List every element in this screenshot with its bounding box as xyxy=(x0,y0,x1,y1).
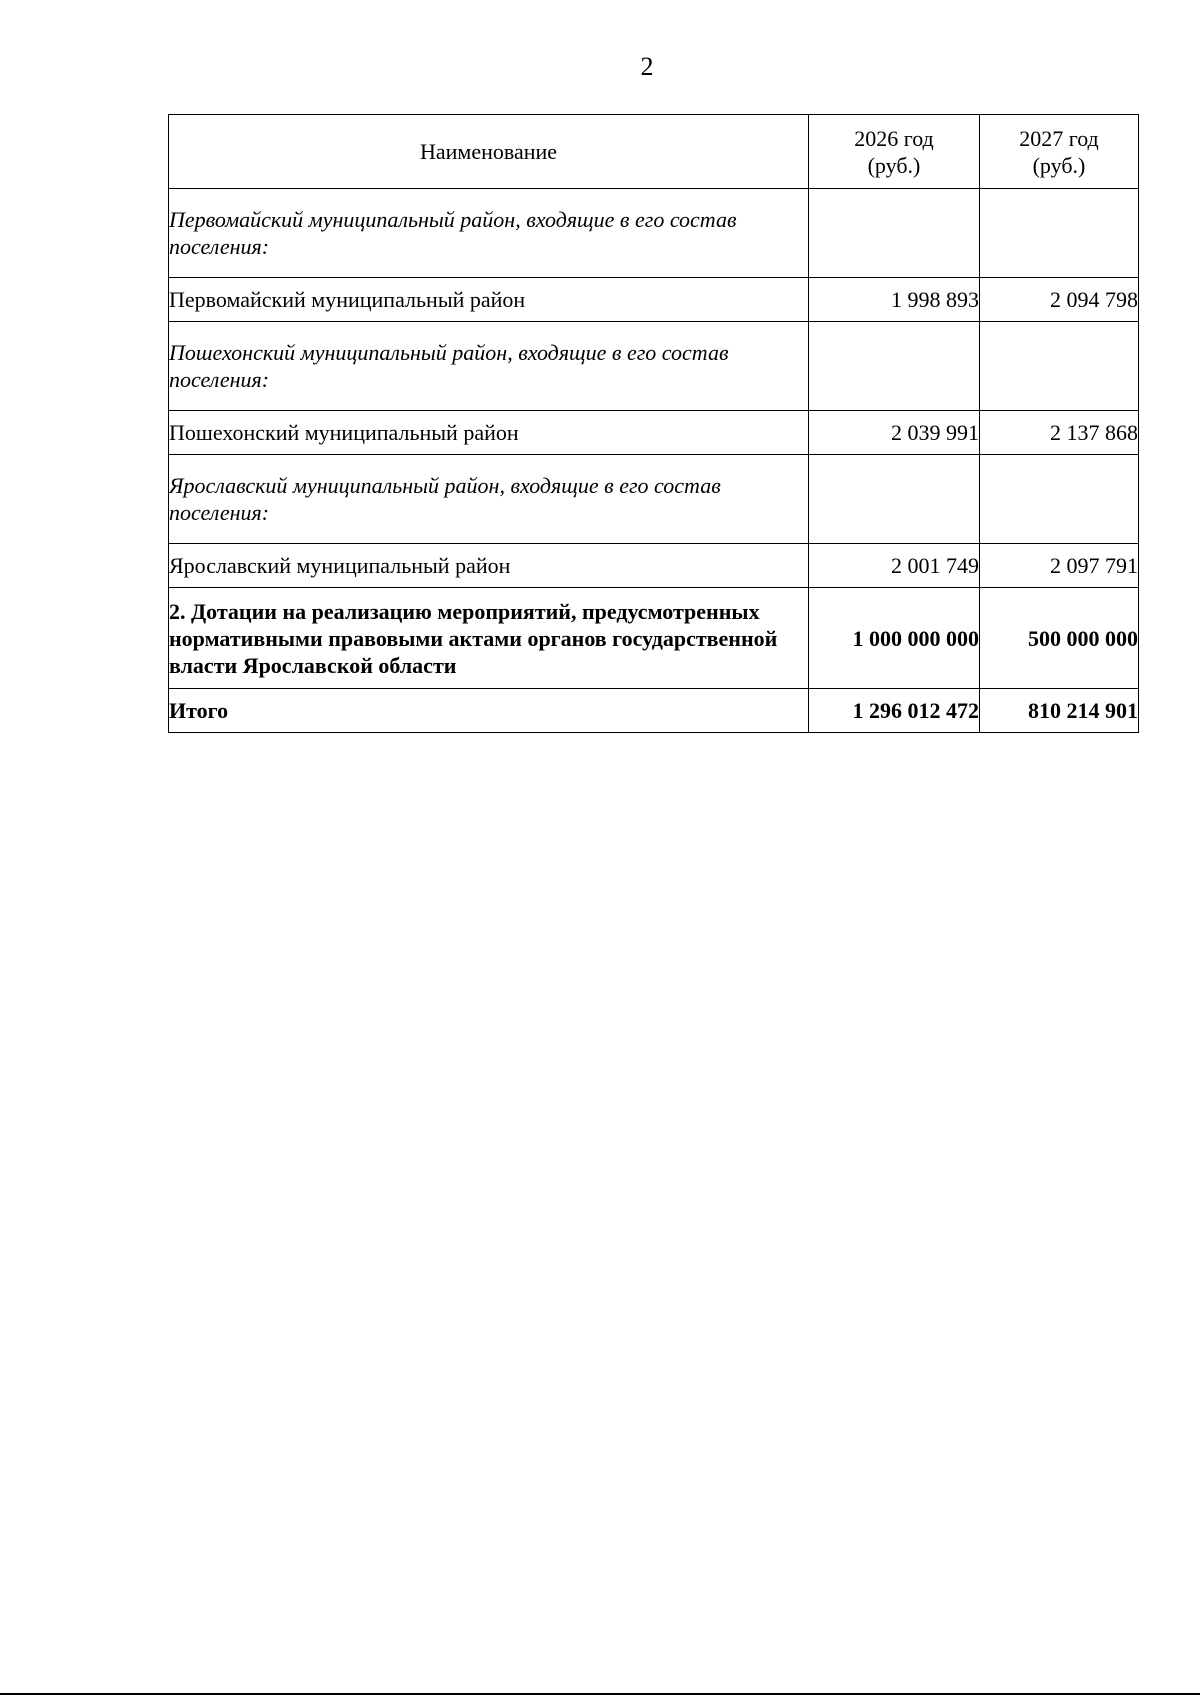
row-value-2026: 2 039 991 xyxy=(809,411,980,455)
column-header-2026-unit: (руб.) xyxy=(867,152,921,178)
column-header-2026-year: 2026 год xyxy=(854,125,934,151)
row-value-2026: 1 998 893 xyxy=(809,278,980,322)
column-header-name: Наименование xyxy=(169,115,809,189)
row-name: Ярославский муниципальный район xyxy=(169,544,809,588)
row-value-2026 xyxy=(809,322,980,411)
row-name: Итого xyxy=(169,689,809,733)
table-row-total xyxy=(169,689,1139,733)
table-row-poshekhonsky xyxy=(169,411,1139,455)
row-name: 2. Дотации на реализацию мероприятий, предусмотренных нормативными правовыми актами органов государственной власти Ярославской области xyxy=(169,588,809,689)
table-row-pervomaisky xyxy=(169,278,1139,322)
column-header-2026 xyxy=(809,115,980,189)
row-name: Пошехонский муниципальный район, входящие в его состав поселения: xyxy=(169,322,809,411)
row-name: Первомайский муниципальный район, входящие в его состав поселения: xyxy=(169,189,809,278)
row-value-2027 xyxy=(980,455,1139,544)
table-row-poshekhonsky-group xyxy=(169,322,1139,411)
column-header-2027-year: 2027 год xyxy=(1019,125,1099,151)
row-value-2026: 1 296 012 472 xyxy=(809,689,980,733)
row-value-2027 xyxy=(980,189,1139,278)
column-header-2027 xyxy=(980,115,1139,189)
row-value-2027: 2 097 791 xyxy=(980,544,1139,588)
page-bottom-rule xyxy=(0,1693,1200,1695)
row-value-2026 xyxy=(809,189,980,278)
row-name: Ярославский муниципальный район, входящие в его состав поселения: xyxy=(169,455,809,544)
column-header-2027-unit: (руб.) xyxy=(1032,152,1086,178)
row-value-2027: 810 214 901 xyxy=(980,689,1139,733)
row-value-2027 xyxy=(980,322,1139,411)
row-value-2027: 2 094 798 xyxy=(980,278,1139,322)
table-row-yaroslavsky-group xyxy=(169,455,1139,544)
row-value-2026: 2 001 749 xyxy=(809,544,980,588)
row-value-2027: 500 000 000 xyxy=(980,588,1139,689)
table-row-pervomaisky-group xyxy=(169,189,1139,278)
budget-table xyxy=(168,114,1139,733)
row-value-2026 xyxy=(809,455,980,544)
row-name: Первомайский муниципальный район xyxy=(169,278,809,322)
row-value-2026: 1 000 000 000 xyxy=(809,588,980,689)
page-number: 2 xyxy=(640,52,654,81)
row-name: Пошехонский муниципальный район xyxy=(169,411,809,455)
row-value-2027: 2 137 868 xyxy=(980,411,1139,455)
table-row-dotations xyxy=(169,588,1139,689)
table-header-row xyxy=(169,115,1139,189)
table-row-yaroslavsky xyxy=(169,544,1139,588)
